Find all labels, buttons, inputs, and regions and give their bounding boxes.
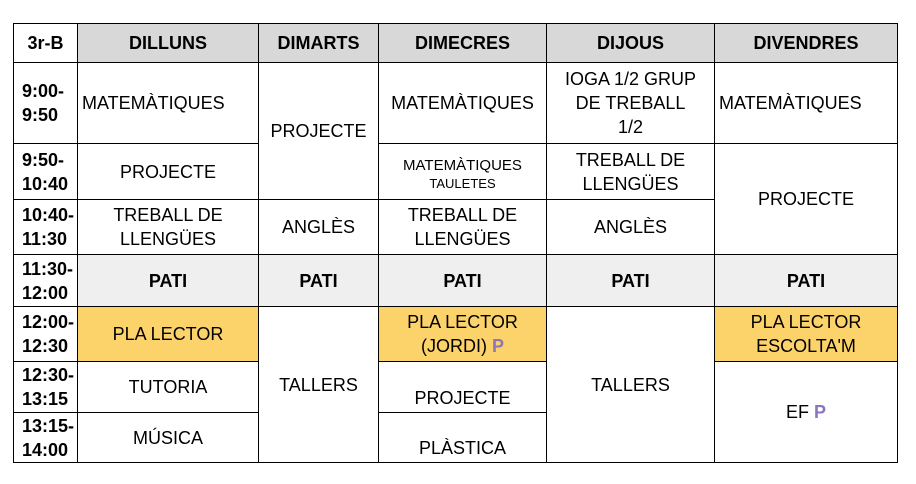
- time-slot: 13:15- 14:00: [14, 413, 78, 463]
- cell-friday-1: MATEMÀTIQUES: [715, 63, 898, 144]
- cell-thursday-5-7: TALLERS: [547, 307, 715, 463]
- cell-thursday-1: IOGA 1/2 GRUP DE TREBALL 1/2: [547, 63, 715, 144]
- break-cell: PATI: [715, 255, 898, 307]
- time-slot: 9:50- 10:40: [14, 144, 78, 200]
- break-row: [14, 255, 898, 307]
- table-row: [14, 362, 898, 413]
- cell-friday-6-7: EF P: [715, 362, 898, 463]
- p-tag: P: [492, 336, 505, 356]
- time-slot: 9:00- 9:50: [14, 63, 78, 144]
- cell-monday-2: PROJECTE: [78, 144, 259, 200]
- cell-tuesday-3: ANGLÈS: [259, 200, 379, 255]
- day-header-friday: DIVENDRES: [715, 24, 898, 63]
- break-cell: PATI: [379, 255, 547, 307]
- class-label: 3r-B: [14, 24, 78, 63]
- time-slot: 11:30- 12:00: [14, 255, 78, 307]
- cell-friday-5: PLA LECTOR ESCOLTA'M: [715, 307, 898, 362]
- cell-wednesday-3: TREBALL DE LLENGÜES: [379, 200, 547, 255]
- time-slot: 10:40- 11:30: [14, 200, 78, 255]
- cell-monday-3: TREBALL DE LLENGÜES: [78, 200, 259, 255]
- day-header-monday: DILLUNS: [78, 24, 259, 63]
- cell-wednesday-1: MATEMÀTIQUES: [379, 63, 547, 144]
- break-cell: PATI: [78, 255, 259, 307]
- cell-wednesday-2: MATEMÀTIQUES TAULETES: [379, 144, 547, 200]
- p-tag: P: [814, 402, 827, 422]
- time-slot: 12:00- 12:30: [14, 307, 78, 362]
- cell-monday-5: PLA LECTOR: [78, 307, 259, 362]
- cell-wednesday-5: PLA LECTOR (JORDI) P: [379, 307, 547, 362]
- cell-monday-7: MÚSICA: [78, 413, 259, 463]
- cell-monday-1: MATEMÀTIQUES: [78, 63, 259, 144]
- cell-monday-6: TUTORIA: [78, 362, 259, 413]
- day-header-wednesday: DIMECRES: [379, 24, 547, 63]
- cell-tuesday-1-2: PROJECTE: [259, 63, 379, 200]
- timetable: [13, 23, 898, 463]
- cell-thursday-3: ANGLÈS: [547, 200, 715, 255]
- table-row: [14, 63, 898, 144]
- break-cell: PATI: [547, 255, 715, 307]
- table-row: [14, 307, 898, 362]
- day-header-tuesday: DIMARTS: [259, 24, 379, 63]
- cell-wednesday-6: PROJECTE: [379, 362, 547, 413]
- table-row: [14, 144, 898, 200]
- cell-tuesday-5-7: TALLERS: [259, 307, 379, 463]
- day-header-thursday: DIJOUS: [547, 24, 715, 63]
- cell-friday-2-3: PROJECTE: [715, 144, 898, 255]
- break-cell: PATI: [259, 255, 379, 307]
- time-slot: 12:30- 13:15: [14, 362, 78, 413]
- cell-thursday-2: TREBALL DE LLENGÜES: [547, 144, 715, 200]
- cell-wednesday-7: PLÀSTICA: [379, 413, 547, 463]
- header-row: [14, 24, 898, 63]
